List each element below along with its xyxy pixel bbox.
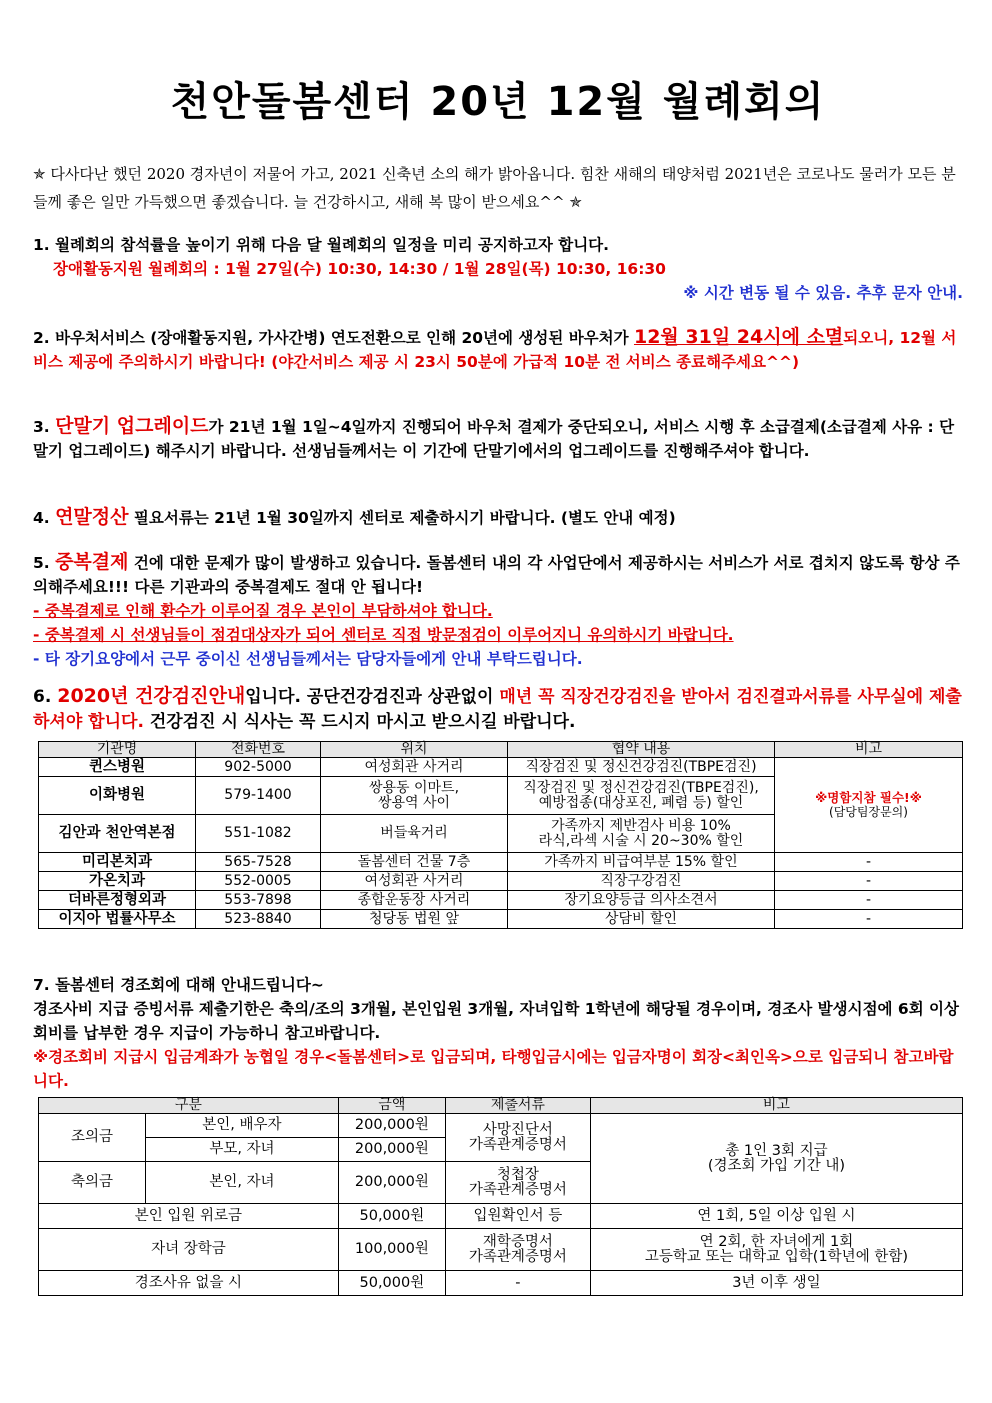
cell-amount: 50,000원 — [338, 1271, 445, 1296]
cell-agreement: 가족까지 비급여부분 15% 할인 — [508, 853, 775, 872]
col-header-amount: 금액 — [338, 1098, 445, 1114]
cell-location: 청당동 법원 앞 — [321, 910, 508, 929]
cell-agreement: 가족까지 제반검사 비용 10% 라식,라섹 시술 시 20~30% 할인 — [538, 817, 744, 849]
col-header-phone: 전화번호 — [196, 742, 321, 758]
cell-remark: - — [775, 891, 963, 910]
section-1 — [33, 233, 963, 305]
table-row — [39, 1271, 963, 1296]
section-5-bullet-2: - 중복결제 시 선생님들이 점검대상자가 되어 센터로 직접 방문점검이 이루어지니 유의하시기 바랍니다. — [33, 626, 734, 644]
cell-agreement: 장기요양등급 의사소견서 — [508, 891, 775, 910]
cell-self-spouse: 본인, 배우자 — [146, 1114, 339, 1138]
cell-remark: - — [775, 910, 963, 929]
table-row — [39, 891, 963, 910]
table-row — [39, 1114, 963, 1138]
cell-docs-condolence: 사망진단서 가족관계증명서 — [468, 1121, 567, 1153]
section-2-text-c: 되오니, 12월 서비스 제공에 주의하시기 바랍니다! (야간서비스 제공 시 23시 50분에 가급적 10분 전 서비스 종료해주세요^^) — [33, 329, 957, 371]
cell-remark-scholarship: 연 2회, 한 자녀에게 1회 고등학교 또는 대학교 입학(1학년에 한함) — [644, 1233, 908, 1265]
cell-location: 여성회관 사거리 — [321, 872, 508, 891]
table-row — [39, 853, 963, 872]
section-4-highlight: 연말정산 — [55, 506, 129, 528]
section-1-schedule: 장애활동지원 월례회의 : 1월 27일(수) 10:30, 14:30 / 1월 28일(목) 10:30, 16:30 — [53, 260, 666, 278]
cell-phone: 523-8840 — [196, 910, 321, 929]
cell-amount: 50,000원 — [338, 1204, 445, 1229]
table-row — [39, 910, 963, 929]
cell-remark-limit: 총 1인 3회 지급 (경조회 가입 기간 내) — [707, 1142, 846, 1174]
section-7 — [33, 973, 963, 1093]
cell-remark-none: 3년 이후 생일 — [590, 1271, 962, 1296]
section-3-highlight: 단말기 업그레이드 — [55, 415, 209, 437]
cell-location: 여성회관 사거리 — [321, 758, 508, 777]
table-header-row — [39, 742, 963, 758]
cell-institution: 가온치과 — [39, 872, 196, 891]
section-4 — [33, 505, 963, 530]
section-5-number: 5. — [33, 554, 56, 572]
cell-scholarship: 자녀 장학금 — [39, 1229, 339, 1271]
cell-hospital: 본인 입원 위로금 — [39, 1204, 339, 1229]
cell-no-event: 경조사유 없을 시 — [39, 1271, 339, 1296]
family-event-table — [38, 1097, 963, 1296]
section-5-bullet-3: - 타 장기요양에서 근무 중이신 선생님들께서는 담당자들에게 안내 부탁드립니다. — [33, 650, 583, 668]
cell-remark: - — [775, 853, 963, 872]
section-7-notice: ※경조회비 지급시 입금계좌가 농협일 경우<돌봄센터>로 입금되며, 타행입금시에는 입금자명이 회장<최인옥>으로 입금되니 참고바랍니다. — [33, 1048, 954, 1090]
section-5-bullet-1: - 중복결제로 인해 환수가 이루어질 경우 본인이 부담하셔야 합니다. — [33, 602, 493, 620]
col-header-agreement: 협약 내용 — [508, 742, 775, 758]
cell-amount: 200,000원 — [338, 1138, 445, 1162]
section-6-text-c: 입니다. 공단건강검진과 상관없이 — [245, 687, 500, 707]
cell-condolence: 조의금 — [39, 1114, 146, 1162]
cell-location: 종합운동장 사거리 — [321, 891, 508, 910]
table-row — [39, 1204, 963, 1229]
cell-amount: 100,000원 — [338, 1229, 445, 1271]
section-4-number: 4. — [33, 509, 56, 527]
cell-institution: 미리본치과 — [39, 853, 196, 872]
cell-institution: 퀸스병원 — [39, 758, 196, 777]
section-6-number: 6. — [33, 687, 58, 707]
cell-phone: 565-7528 — [196, 853, 321, 872]
section-1-text: 1. 월례회의 참석률을 높이기 위해 다음 달 월례회의 일정을 미리 공지하고자 합니다. — [33, 236, 610, 254]
cell-docs-hospital: 입원확인서 등 — [445, 1204, 590, 1229]
table-row — [39, 758, 963, 777]
section-6-text-e: 건강검진 시 식사는 꼭 드시지 마시고 받으시길 바랍니다. — [143, 712, 576, 732]
cell-self-children: 본인, 자녀 — [146, 1162, 339, 1204]
cell-phone: 902-5000 — [196, 758, 321, 777]
table-row — [39, 872, 963, 891]
cell-remark-hospital: 연 1회, 5일 이상 입원 시 — [590, 1204, 962, 1229]
cell-agreement: 상담비 할인 — [508, 910, 775, 929]
cell-location: 버들육거리 — [321, 815, 508, 853]
cell-institution: 이화병원 — [39, 777, 196, 815]
cell-amount: 200,000원 — [338, 1162, 445, 1204]
cell-congrats: 축의금 — [39, 1162, 146, 1204]
cell-location: 쌍용동 이마트, 쌍용역 사이 — [368, 779, 460, 811]
section-5-text: 건에 대한 문제가 많이 발생하고 있습니다. 돌봄센터 내의 각 사업단에서 제공하시는 서비스가 서로 겹치지 않도록 항상 주의해주세요!!! 다른 기관과의 중복결제도 절대 안 됩니다! — [33, 554, 960, 596]
cell-phone: 579-1400 — [196, 777, 321, 815]
table-row — [39, 1229, 963, 1271]
cell-docs-scholarship: 재학증명서 가족관계증명서 — [468, 1233, 567, 1265]
cell-remark-merged — [775, 758, 963, 853]
section-2-highlight: 12월 31일 24시에 소멸 — [633, 326, 844, 348]
col-header-remark: 비고 — [590, 1098, 962, 1114]
contact-note: (담당팀장문의) — [829, 805, 908, 819]
section-7-title: 7. 돌봄센터 경조회에 대해 안내드립니다~ — [33, 976, 324, 994]
col-header-remark: 비고 — [775, 742, 963, 758]
cell-agreement: 직장구강검진 — [508, 872, 775, 891]
cell-phone: 551-1082 — [196, 815, 321, 853]
cell-institution: 이지아 법률사무소 — [39, 910, 196, 929]
section-7-text: 경조사비 지급 증빙서류 제출기한은 축의/조의 3개월, 본인입원 3개월, 자녀입학 1학년에 해당될 경우이며, 경조사 발생시점에 6회 이상 회비를 납부한 경우 지급이 가능하니 참고바랍니다. — [33, 1000, 960, 1042]
cell-agreement: 직장검진 및 정신건강검진(TBPE검진), 예방접종(대상포진, 폐렴 등) 할인 — [523, 779, 759, 811]
intro-greeting: ✯ 다사다난 했던 2020 경자년이 저물어 가고, 2021 신축년 소의 해가 밝아옵니다. 힘찬 새해의 태양처럼 2021년은 코로나도 물러가 모든 분들께 좋은 일만 가득했으면 좋겠습니다. 늘 건강하시고, 새해 복 많이 받으세요^^ ✯ — [33, 165, 956, 211]
cell-institution: 더바른정형외과 — [39, 891, 196, 910]
cell-phone: 552-0005 — [196, 872, 321, 891]
section-6-highlight-2: 매년 꼭 직장건강검진을 받아서 검진결과서류를 사무실에 제출하셔야 합니다. — [33, 687, 962, 732]
section-6-highlight: 2020년 건강검진안내 — [57, 685, 246, 707]
section-3 — [33, 414, 963, 463]
col-header-documents: 제출서류 — [445, 1098, 590, 1114]
col-header-institution: 기관명 — [39, 742, 196, 758]
cell-parents-children: 부모, 자녀 — [146, 1138, 339, 1162]
health-checkup-table — [38, 741, 963, 929]
cell-phone: 553-7898 — [196, 891, 321, 910]
col-header-category: 구분 — [39, 1098, 339, 1114]
section-1-note: ※ 시간 변동 될 수 있음. 추후 문자 안내. — [683, 284, 963, 302]
section-5-highlight: 중복결제 — [55, 551, 129, 573]
section-6 — [33, 684, 963, 735]
cell-institution: 김안과 천안역본점 — [39, 815, 196, 853]
cell-remark: - — [775, 872, 963, 891]
cell-location: 돌봄센터 건물 7층 — [321, 853, 508, 872]
section-2-text-a: 2. 바우처서비스 (장애활동지원, 가사간병) 연도전환으로 인해 20년에 생성된 바우처가 — [33, 329, 634, 347]
cell-amount: 200,000원 — [338, 1114, 445, 1138]
page-title: 천안돌봄센터 20년 12월 월례회의 — [170, 79, 826, 125]
cell-docs-none: - — [445, 1271, 590, 1296]
business-card-note: ※명함지참 필수!※ — [815, 790, 922, 805]
section-4-text: 필요서류는 21년 1월 30일까지 센터로 제출하시기 바랍니다. (별도 안내 예정) — [128, 509, 676, 527]
section-3-number: 3. — [33, 418, 56, 436]
col-header-location: 위치 — [321, 742, 508, 758]
cell-docs-congrats: 청첩장 가족관계증명서 — [468, 1166, 567, 1198]
section-5 — [33, 550, 963, 671]
section-2 — [33, 325, 963, 374]
cell-agreement: 직장검진 및 정신건강검진(TBPE검진) — [508, 758, 775, 777]
section-3-text: 가 21년 1월 1일~4일까지 진행되어 바우처 결제가 중단되오니, 서비스 시행 후 소급결제(소급결제 사유 : 단말기 업그레이드) 해주시기 바랍니다. 선생님들께서는 이 기간에 단말기에서의 업그레이드를 진행해주셔야 합니다. — [33, 418, 955, 460]
table-header-row — [39, 1098, 963, 1114]
